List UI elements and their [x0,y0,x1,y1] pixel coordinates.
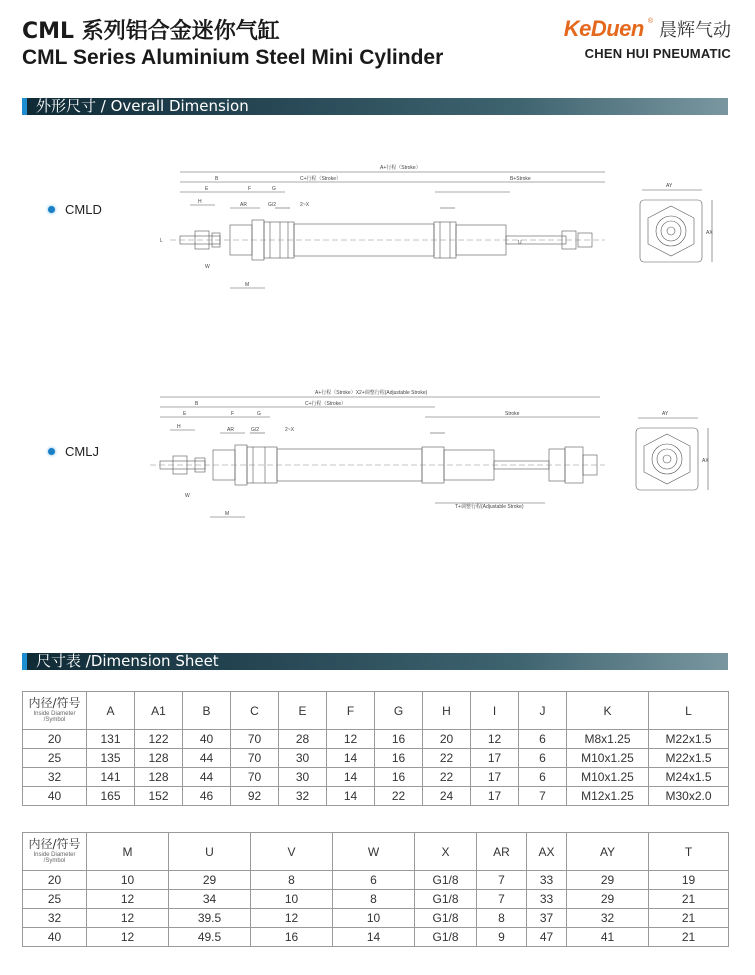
table-cell: 16 [375,768,423,787]
table-cell: 47 [527,928,567,947]
table-cell: 165 [87,787,135,806]
table-cell: 28 [279,730,327,749]
column-header-c: C [231,692,279,730]
table-cell: 12 [87,890,169,909]
table-row [23,768,729,787]
brand-logo: KeDuen [563,16,644,41]
table-cell: 39.5 [169,909,251,928]
header-en: Inside Diameter /Symbol [33,851,76,865]
column-header-b: B [183,692,231,730]
table-cell: G1/8 [415,909,477,928]
label-c-stroke-j: C+行程（Stroke） [305,401,346,407]
label-ax: AX [706,230,713,236]
column-header-a1: A1 [135,692,183,730]
table-cell: 128 [135,749,183,768]
table-cell: 34 [169,890,251,909]
table-cell: 6 [333,871,415,890]
column-header-t: T [649,833,729,871]
table-cell: 21 [649,890,729,909]
table-cell: M30x2.0 [649,787,729,806]
brand-name-en: CHEN HUI PNEUMATIC [584,46,731,61]
label-b-stroke: B+Stroke [510,176,531,182]
column-header-j: J [519,692,567,730]
label-f-j: F [231,411,235,417]
table-cell: 49.5 [169,928,251,947]
column-header-ay: AY [567,833,649,871]
page-title-en: CML Series Aluminium Steel Mini Cylinder [22,46,444,69]
table-cell: 6 [519,749,567,768]
table-cell: 135 [87,749,135,768]
table-row [23,928,729,947]
table-cell: M24x1.5 [649,768,729,787]
label-g: G [272,186,276,192]
model-name-cmld: CMLD [65,202,102,217]
column-header-m: M [87,833,169,871]
table-cell: 14 [333,928,415,947]
table-cell: 7 [519,787,567,806]
column-header-k: K [567,692,649,730]
table-cell: 14 [327,787,375,806]
label-a-stroke: A+行程（Stroke） [380,165,421,171]
table-cell: 21 [649,928,729,947]
label-b: B [215,176,219,182]
label-ax-j: AX [702,458,709,464]
column-header-i: I [471,692,519,730]
cmlj-end-view-svg [628,408,718,503]
label-ay-j: AY [662,411,669,417]
table-cell: 40 [23,787,87,806]
table-cell: M10x1.25 [567,749,649,768]
table-cell: 92 [231,787,279,806]
label-stroke-j: Stroke [505,411,520,417]
page-title-cn: CML 系列铝合金迷你气缸 [22,19,280,44]
label-ay: AY [666,183,673,189]
label-x2: 2~X [300,202,310,208]
table-cell: 70 [231,730,279,749]
table-row [23,787,729,806]
section-bar-sheet [22,653,728,670]
table-header-symbol [23,833,87,871]
bullet-icon [48,206,55,213]
section-bar-overall [22,98,728,115]
cmlj-drawing [135,385,615,525]
table-cell: M10x1.25 [567,768,649,787]
label-g-j: G [257,411,261,417]
table-cell: 12 [471,730,519,749]
label-m: M [245,282,250,288]
table-row [23,730,729,749]
table-header-symbol [23,692,87,730]
label-g2-j: G/2 [251,427,260,433]
table-cell: 16 [375,749,423,768]
table-cell: G1/8 [415,890,477,909]
dimension-table-2 [22,832,729,947]
table-row [23,871,729,890]
table-cell: G1/8 [415,928,477,947]
table-cell: 30 [279,749,327,768]
label-l: L [160,238,163,244]
label-u: U [518,240,522,246]
column-header-f: F [327,692,375,730]
table-header-row [23,833,729,871]
table-cell: 16 [375,730,423,749]
table-cell: 32 [23,909,87,928]
table-cell: 12 [327,730,375,749]
table-cell: 29 [567,871,649,890]
column-header-a: A [87,692,135,730]
cmlj-side-view [135,385,615,525]
table-cell: 22 [423,749,471,768]
table-cell: 141 [87,768,135,787]
brand-block [564,16,731,61]
brand-logo-row [564,16,731,42]
table-cell: 32 [279,787,327,806]
model-name-cmlj: CMLJ [65,444,99,459]
table-cell: 131 [87,730,135,749]
label-b-j: B [195,401,199,407]
table-cell: 8 [477,909,527,928]
table-cell: 128 [135,768,183,787]
registered-mark: ® [647,18,653,25]
column-header-ar: AR [477,833,527,871]
column-header-g: G [375,692,423,730]
table-cell: 152 [135,787,183,806]
column-header-w: W [333,833,415,871]
table-cell: 8 [251,871,333,890]
table-cell: 29 [169,871,251,890]
label-h: H [198,199,202,205]
column-header-h: H [423,692,471,730]
section-title-overall: 外形尺寸 / Overall Dimension [36,97,249,115]
table-cell: 10 [251,890,333,909]
table-cell: 10 [87,871,169,890]
label-a-adj: A+行程（Stroke）X2+调整行程(Adjustable Stroke) [315,390,428,396]
table-cell: 70 [231,768,279,787]
table-cell: 29 [567,890,649,909]
table-cell: 30 [279,768,327,787]
table-cell: 37 [527,909,567,928]
model-label-cmld [48,202,102,217]
table-cell: 17 [471,749,519,768]
label-w: W [205,264,210,270]
table-cell: 122 [135,730,183,749]
table-cell: 6 [519,730,567,749]
table-cell: 9 [477,928,527,947]
section-title-sheet: 尺寸表 /Dimension Sheet [36,652,219,670]
table-cell: M22x1.5 [649,749,729,768]
header-en: Inside Diameter /Symbol [33,710,76,724]
table-cell: 20 [23,730,87,749]
table-cell: 46 [183,787,231,806]
table-cell: 14 [327,768,375,787]
table-cell: 8 [333,890,415,909]
cmlj-end-view [628,408,718,503]
table-cell: G1/8 [415,871,477,890]
header-cn: 内径/符号 [28,696,81,711]
table-row [23,890,729,909]
column-header-e: E [279,692,327,730]
table-cell: 20 [423,730,471,749]
cmld-side-view [150,160,620,300]
table-cell: 7 [477,871,527,890]
table-cell: 10 [333,909,415,928]
table-cell: 33 [527,890,567,909]
table-cell: 12 [251,909,333,928]
table-cell: 6 [519,768,567,787]
column-header-ax: AX [527,833,567,871]
cmld-end-view [632,180,722,275]
column-header-x: X [415,833,477,871]
table-cell: 44 [183,768,231,787]
table-cell: 12 [87,928,169,947]
header-cn: 内径/符号 [28,837,81,852]
column-header-l: L [649,692,729,730]
table-row [23,749,729,768]
label-h-j: H [177,424,181,430]
table-cell: 20 [23,871,87,890]
table-cell: 17 [471,787,519,806]
dimension-table-1 [22,691,729,806]
cmld-drawing [150,160,620,300]
table-cell: 7 [477,890,527,909]
label-e: E [205,186,209,192]
table-cell: 70 [231,749,279,768]
table-cell: 32 [23,768,87,787]
label-ar-j: AR [227,427,234,433]
label-f: F [248,186,252,192]
label-w-j: W [185,493,190,499]
table-cell: 24 [423,787,471,806]
table-cell: 14 [327,749,375,768]
table-cell: 19 [649,871,729,890]
label-m-j: M [225,511,230,517]
column-header-u: U [169,833,251,871]
table-cell: 32 [567,909,649,928]
table-cell: 21 [649,909,729,928]
table-cell: M8x1.25 [567,730,649,749]
model-label-cmlj [48,444,99,459]
label-t-adj: T+调整行程(Adjustable Stroke) [455,504,524,510]
label-c-stroke: C+行程（Stroke） [300,176,341,182]
label-x2-j: 2~X [285,427,295,433]
table-header-row [23,692,729,730]
table-cell: 17 [471,768,519,787]
label-g2: G/2 [268,202,277,208]
table-cell: 22 [375,787,423,806]
brand-name-cn: 晨辉气动 [659,20,731,41]
table-cell: 33 [527,871,567,890]
table-cell: 40 [183,730,231,749]
column-header-v: V [251,833,333,871]
table-cell: 25 [23,890,87,909]
cmld-end-view-svg [632,180,722,275]
bullet-icon [48,448,55,455]
label-ar: AR [240,202,247,208]
label-e-j: E [183,411,187,417]
table-cell: 25 [23,749,87,768]
table-cell: 16 [251,928,333,947]
table-cell: M22x1.5 [649,730,729,749]
table-cell: 41 [567,928,649,947]
table-cell: 44 [183,749,231,768]
table-row [23,909,729,928]
table-cell: M12x1.25 [567,787,649,806]
table-cell: 40 [23,928,87,947]
table-cell: 22 [423,768,471,787]
table-cell: 12 [87,909,169,928]
